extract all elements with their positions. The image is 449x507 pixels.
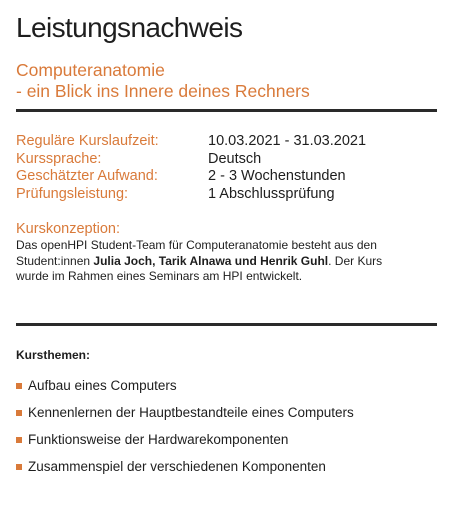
course-info-table — [16, 133, 437, 203]
concept-line — [16, 254, 437, 270]
square-bullet-icon — [16, 464, 22, 470]
info-label: Reguläre Kurslaufzeit: — [16, 133, 159, 149]
list-item — [16, 453, 354, 480]
topic-label: Funktionsweise der Hardwarekomponenten — [28, 432, 289, 447]
topic-label: Aufbau eines Computers — [28, 378, 177, 393]
topics-list — [16, 372, 354, 480]
square-bullet-icon — [16, 383, 22, 389]
bottom-divider — [16, 323, 437, 326]
concept-line: wurde im Rahmen eines Seminars am HPI entwickelt. — [16, 269, 303, 283]
info-value: 10.03.2021 - 31.03.2021 — [208, 133, 367, 149]
info-row-language — [16, 151, 437, 169]
square-bullet-icon — [16, 410, 22, 416]
concept-text: Student:innen — [16, 253, 94, 268]
concept-heading: Kurskonzeption: — [16, 221, 120, 237]
list-item — [16, 372, 354, 399]
square-bullet-icon — [16, 437, 22, 443]
course-title-line-2: - ein Blick ins Innere deines Rechners — [16, 81, 310, 101]
info-row-exam — [16, 186, 437, 204]
info-value: Deutsch — [208, 150, 262, 167]
course-title-line-1: Computeranatomie — [16, 60, 165, 80]
top-divider — [16, 109, 437, 112]
info-value: 1 Abschlussprüfung — [208, 185, 335, 202]
concept-text: . Der Kurs — [328, 253, 383, 268]
info-row-duration — [16, 133, 437, 151]
info-label: Prüfungsleistung: — [16, 185, 129, 202]
topics-heading: Kursthemen: — [16, 348, 91, 362]
info-value: 2 - 3 Wochenstunden — [208, 168, 346, 184]
info-label: Kurssprache: — [16, 150, 102, 167]
topic-label: Zusammenspiel der verschiedenen Komponenten — [28, 459, 326, 474]
concept-line: Das openHPI Student-Team für Computeranatomie besteht aus den — [16, 238, 377, 252]
list-item — [16, 426, 354, 453]
document-title: Leistungsnachweis — [16, 12, 243, 43]
concept-paragraph — [16, 238, 437, 285]
list-item — [16, 399, 354, 426]
info-row-effort — [16, 168, 437, 186]
course-title — [16, 60, 310, 102]
topic-label: Kennenlernen der Hauptbestandteile eines Computers — [28, 405, 354, 420]
info-label: Geschätzter Aufwand: — [16, 168, 158, 184]
team-names: Julia Joch, Tarik Alnawa und Henrik Guhl — [93, 253, 329, 268]
